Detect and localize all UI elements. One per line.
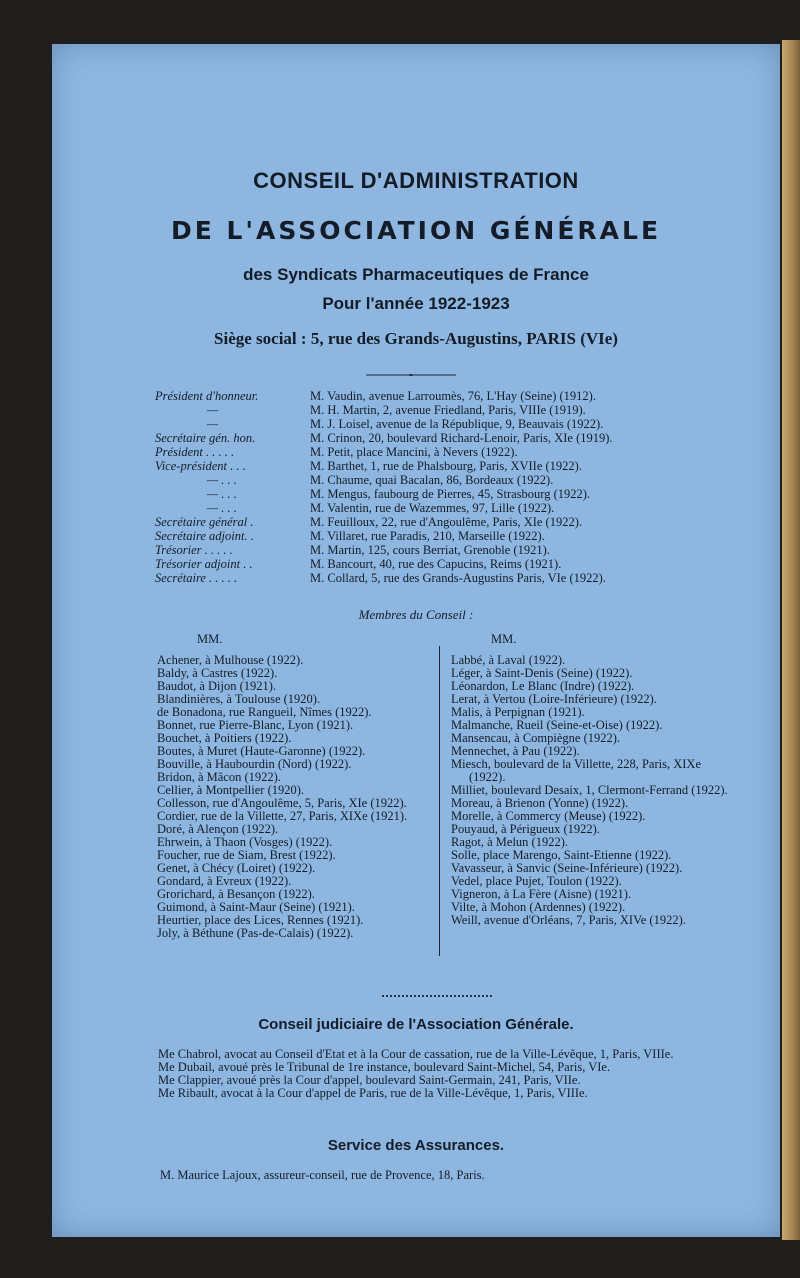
member-entry: Lerat, à Vertou (Loire-Inférieure) (1922). bbox=[451, 692, 657, 706]
officer-row bbox=[52, 530, 780, 543]
member-entry: Blandinières, à Toulouse (1920). bbox=[157, 692, 321, 706]
document-page bbox=[52, 44, 780, 1237]
members-heading: Membres du Conseil : bbox=[358, 607, 474, 622]
siege-value: 5, rue des Grands-Augustins, PARIS (VIe) bbox=[310, 329, 618, 348]
member-entry: Achener, à Mulhouse (1922). bbox=[157, 653, 304, 667]
member-entry: Miesch, boulevard de la Villette, 228, Paris, XIXe (1922). bbox=[451, 757, 701, 784]
officer-row bbox=[52, 474, 780, 487]
officer-title: Vice-président . . . bbox=[155, 459, 246, 473]
officer-title: Trésorier . . . . . bbox=[155, 543, 233, 557]
member-entry: Bonnet, rue Pierre-Blanc, Lyon (1921). bbox=[157, 718, 354, 732]
member-entry: Guimond, à Saint-Maur (Seine) (1921). bbox=[157, 900, 355, 914]
officer-row bbox=[52, 558, 780, 571]
member-entry: Solle, place Marengo, Saint-Etienne (1922). bbox=[451, 848, 672, 862]
member-entry: Mansencau, à Compiègne (1922). bbox=[451, 731, 621, 745]
officer-row bbox=[52, 390, 780, 403]
member-entry: Mennechet, à Pau (1922). bbox=[451, 744, 580, 758]
member-entry: Moreau, à Brienon (Yonne) (1922). bbox=[451, 796, 629, 810]
member-entry: Ehrwein, à Thaon (Vosges) (1922). bbox=[157, 835, 333, 849]
member-entry: Léger, à Saint-Denis (Seine) (1922). bbox=[451, 666, 633, 680]
siege-label: Siège social : bbox=[214, 329, 307, 348]
member-entry: Ragot, à Melun (1922). bbox=[451, 835, 568, 849]
member-entry: Vilte, à Mohon (Ardennes) (1922). bbox=[451, 900, 626, 914]
officer-title: — . . . bbox=[207, 501, 237, 515]
title-line-4: Pour l'année 1922-1923 bbox=[322, 294, 510, 313]
member-entry: Heurtier, place des Lices, Rennes (1921). bbox=[157, 913, 364, 927]
officer-person: M. Feuilloux, 22, rue d'Angoulême, Paris, XIe (1922). bbox=[310, 515, 583, 529]
officer-person: M. Mengus, faubourg de Pierres, 45, Strasbourg (1922). bbox=[310, 487, 591, 501]
officer-person: M. Martin, 125, cours Berriat, Grenoble (1921). bbox=[310, 543, 550, 557]
member-entry: Malmanche, Rueil (Seine-et-Oise) (1922). bbox=[451, 718, 663, 732]
officer-row bbox=[52, 432, 780, 445]
member-entry: Vigneron, à La Fère (Aisne) (1921). bbox=[451, 887, 632, 901]
member-entry: Bridon, à Mâcon (1922). bbox=[157, 770, 281, 784]
judicial-entry: Me Chabrol, avocat au Conseil d'Etat et à la Cour de cassation, rue de la Ville-Lévêque, 1, Paris, VIIIe. bbox=[158, 1047, 674, 1061]
member-entry: Cellier, à Montpellier (1920). bbox=[157, 783, 305, 797]
member-entry: Gondard, à Evreux (1922). bbox=[157, 874, 292, 888]
officer-row bbox=[52, 404, 780, 417]
member-entry: Labbé, à Laval (1922). bbox=[451, 653, 566, 667]
member-entry: Cordier, rue de la Villette, 27, Paris, XIXe (1921). bbox=[157, 809, 408, 823]
mm-label: MM. bbox=[491, 632, 517, 646]
member-entry: Milliet, boulevard Desaix, 1, Clermont-Ferrand (1922). bbox=[451, 783, 728, 797]
member-entry: Doré, à Alençon (1922). bbox=[157, 822, 279, 836]
member-entry: Morelle, à Commercy (Meuse) (1922). bbox=[451, 809, 646, 823]
members-column-right bbox=[451, 633, 731, 927]
officer-row bbox=[52, 544, 780, 557]
judicial-heading: Conseil judiciaire de l'Association Générale. bbox=[258, 1016, 574, 1033]
officer-row bbox=[52, 418, 780, 431]
member-entry: Foucher, rue de Siam, Brest (1922). bbox=[157, 848, 336, 862]
officer-row bbox=[52, 460, 780, 473]
officer-title: — . . . bbox=[207, 487, 237, 501]
member-entry: Vavasseur, à Sanvic (Seine-Inférieure) (1922). bbox=[451, 861, 683, 875]
member-entry: Léonardon, Le Blanc (Indre) (1922). bbox=[451, 679, 635, 693]
judicial-entry: Me Ribault, avocat à la Cour d'appel de Paris, rue de la Ville-Lévêque, 1, Paris, VIIIe. bbox=[158, 1086, 588, 1100]
member-entry: Baldy, à Castres (1922). bbox=[157, 666, 278, 680]
officer-row bbox=[52, 516, 780, 529]
member-entry: Vedel, place Pujet, Toulon (1922). bbox=[451, 874, 622, 888]
member-entry: Collesson, rue d'Angoulême, 5, Paris, XIe (1922). bbox=[157, 796, 407, 810]
officer-person: M. H. Martin, 2, avenue Friedland, Paris, VIIIe (1919). bbox=[310, 403, 586, 417]
ornament-rule bbox=[366, 374, 456, 376]
member-entry: Bouville, à Haubourdin (Nord) (1922). bbox=[157, 757, 352, 771]
officer-title: — . . . bbox=[207, 473, 237, 487]
title-line-3: des Syndicats Pharmaceutiques de France bbox=[243, 265, 589, 284]
title-line-2: DE L'ASSOCIATION GÉNÉRALE bbox=[170, 216, 662, 245]
officer-title: Secrétaire . . . . . bbox=[155, 571, 238, 585]
members-column-left bbox=[157, 633, 435, 940]
officer-person: M. Collard, 5, rue des Grands-Augustins Paris, VIe (1922). bbox=[310, 571, 606, 585]
section-separator bbox=[382, 995, 492, 997]
officer-person: M. Crinon, 20, boulevard Richard-Lenoir, Paris, XIe (1919). bbox=[310, 431, 613, 445]
member-entry: de Bonadona, rue Rangueil, Nîmes (1922). bbox=[157, 705, 372, 719]
officer-title: Secrétaire gén. hon. bbox=[155, 431, 256, 445]
member-entry: Joly, à Béthune (Pas-de-Calais) (1922). bbox=[157, 926, 354, 940]
member-entry: Malis, à Perpignan (1921). bbox=[451, 705, 585, 719]
judicial-entry: Me Dubail, avoué près le Tribunal de 1re instance, boulevard Saint-Michel, 54, Paris, VIe. bbox=[158, 1060, 611, 1074]
insurance-line: M. Maurice Lajoux, assureur-conseil, rue de Provence, 18, Paris. bbox=[160, 1168, 485, 1182]
siege-social bbox=[52, 329, 780, 349]
member-entry: Grorichard, à Besançon (1922). bbox=[157, 887, 315, 901]
member-entry: Pouyaud, à Périgueux (1922). bbox=[451, 822, 600, 836]
judicial-list bbox=[158, 1048, 726, 1100]
officer-person: M. Villaret, rue Paradis, 210, Marseille (1922). bbox=[310, 529, 545, 543]
officer-title: Secrétaire général . bbox=[155, 515, 254, 529]
officer-person: M. Bancourt, 40, rue des Capucins, Reims (1921). bbox=[310, 557, 562, 571]
officer-person: M. Barthet, 1, rue de Phalsbourg, Paris, XVIIe (1922). bbox=[310, 459, 582, 473]
member-entry: Genet, à Chécy (Loiret) (1922). bbox=[157, 861, 316, 875]
member-entry: Weill, avenue d'Orléans, 7, Paris, XIVe (1922). bbox=[451, 913, 686, 927]
officer-person: M. Valentin, rue de Wazemmes, 97, Lille (1922). bbox=[310, 501, 555, 515]
page-edge bbox=[782, 40, 800, 1240]
member-entry: Baudot, à Dijon (1921). bbox=[157, 679, 277, 693]
officer-person: M. Chaume, quai Bacalan, 86, Bordeaux (1922). bbox=[310, 473, 554, 487]
column-divider bbox=[439, 646, 440, 956]
member-entry: Bouchet, à Poitiers (1922). bbox=[157, 731, 292, 745]
member-entry: Boutes, à Muret (Haute-Garonne) (1922). bbox=[157, 744, 366, 758]
mm-label: MM. bbox=[197, 632, 223, 646]
officer-title: Secrétaire adjoint. . bbox=[155, 529, 254, 543]
officer-row bbox=[52, 488, 780, 501]
officer-person: M. Vaudin, avenue Larroumès, 76, L'Hay (Seine) (1912). bbox=[310, 389, 596, 403]
officer-person: M. Petit, place Mancini, à Nevers (1922). bbox=[310, 445, 518, 459]
officer-title: — bbox=[207, 403, 219, 417]
title-line-1: CONSEIL D'ADMINISTRATION bbox=[253, 168, 579, 193]
officer-title: Président . . . . . bbox=[155, 445, 235, 459]
officer-row bbox=[52, 502, 780, 515]
officer-title: — bbox=[207, 417, 219, 431]
judicial-entry: Me Clappier, avoué près la Cour d'appel, boulevard Saint-Germain, 241, Paris, VIIe. bbox=[158, 1073, 581, 1087]
officer-person: M. J. Loisel, avenue de la République, 9, Beauvais (1922). bbox=[310, 417, 604, 431]
officer-title: Président d'honneur. bbox=[155, 389, 259, 403]
officer-row bbox=[52, 572, 780, 585]
officer-title: Trésorier adjoint . . bbox=[155, 557, 253, 571]
officer-row bbox=[52, 446, 780, 459]
insurance-heading: Service des Assurances. bbox=[327, 1137, 505, 1154]
